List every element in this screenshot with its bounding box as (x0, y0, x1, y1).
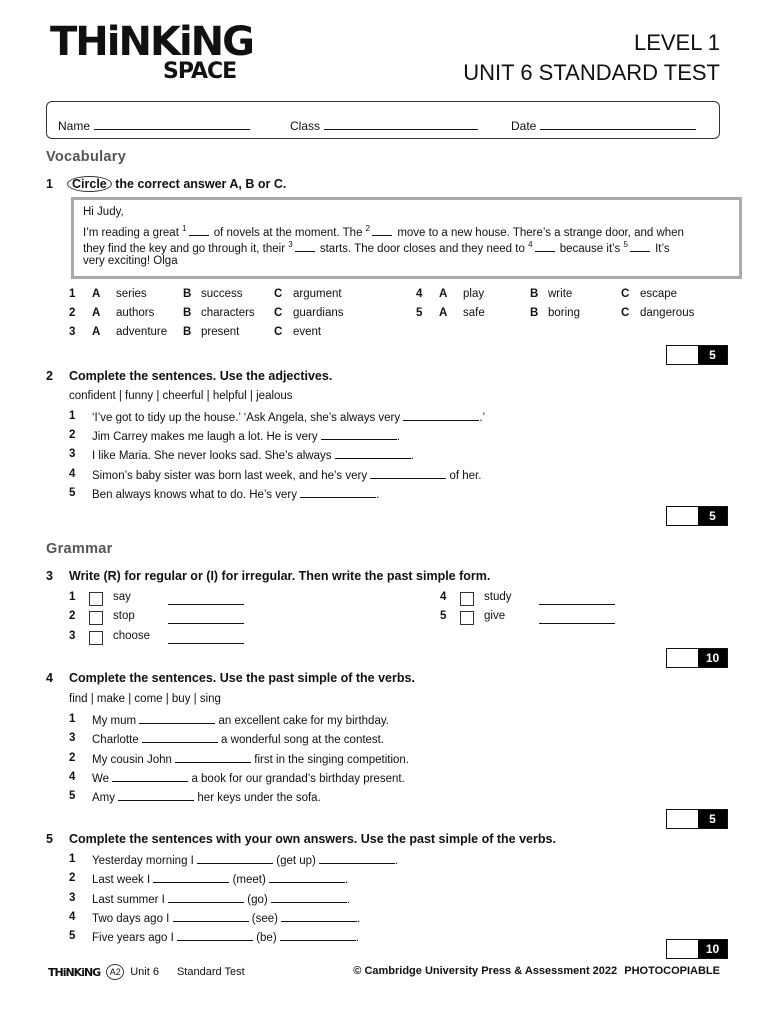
question-instruction: Complete the sentences. Use the adjectives. (69, 369, 333, 383)
gap[interactable] (372, 225, 392, 236)
option-letter: C (274, 326, 283, 338)
regular-irregular-checkbox[interactable] (460, 592, 474, 606)
item-number: 3 (69, 448, 76, 461)
item-number: 2 (69, 872, 76, 885)
question-instruction: Circle the correct answer A, B or C. (67, 177, 286, 191)
sentence-end: . (357, 912, 361, 925)
answer-blank[interactable] (281, 911, 357, 922)
date-line[interactable] (540, 118, 696, 130)
unit-title: UNIT 6 STANDARD TEST (463, 60, 720, 85)
regular-irregular-checkbox[interactable] (89, 631, 103, 645)
score-total: 5 (698, 346, 727, 364)
option-number: 4 (416, 288, 423, 300)
item-number: 2 (69, 429, 76, 442)
circle-word: Circle (67, 176, 112, 192)
item-number: 5 (69, 486, 76, 499)
verb-prompt: (see) (248, 912, 282, 925)
option-b[interactable]: present (201, 326, 240, 338)
section-title-vocabulary: Vocabulary (46, 149, 127, 165)
option-letter: C (621, 288, 630, 300)
score-box (666, 939, 728, 959)
option-letter: B (183, 288, 192, 300)
option-c[interactable]: dangerous (640, 307, 695, 319)
question-instruction: Complete the sentences. Use the past simple of the verbs. (69, 671, 415, 685)
question-number: 2 (46, 369, 53, 383)
item-number: 4 (69, 770, 76, 783)
option-letter: A (439, 307, 448, 319)
option-c[interactable]: guardians (293, 307, 344, 319)
gap[interactable] (189, 225, 209, 236)
item-sentence (92, 771, 405, 785)
option-letter: C (274, 307, 283, 319)
regular-irregular-checkbox[interactable] (89, 592, 103, 606)
item-number: 3 (69, 732, 76, 745)
item-number: 4 (440, 591, 447, 603)
section-title-grammar: Grammar (46, 541, 113, 557)
sentence-start: Charlotte (92, 734, 142, 747)
regular-irregular-checkbox[interactable] (460, 611, 474, 625)
answer-blank[interactable] (321, 429, 397, 440)
question-instruction: Write (R) for regular or (I) for irregular. Then write the past simple form. (69, 569, 491, 583)
item-sentence (92, 911, 360, 925)
sentence-end: . (355, 932, 360, 945)
item-sentence (92, 930, 359, 944)
item-number: 1 (69, 591, 76, 603)
name-label: Name (58, 119, 91, 133)
score-box (666, 345, 728, 365)
question-number: 3 (46, 569, 53, 583)
item-sentence (92, 853, 398, 867)
answer-blank[interactable] (280, 930, 356, 941)
verb-prompt: (get up) (273, 855, 320, 867)
sentence-end: first in the singing competition. (251, 753, 409, 766)
sentence-start: Jim Carrey makes me laugh a lot. He is very (92, 431, 321, 444)
sentence-end: . (395, 855, 399, 867)
option-a[interactable]: authors (116, 307, 155, 319)
score-box (666, 506, 728, 526)
answer-blank[interactable] (118, 790, 194, 801)
option-c[interactable]: escape (640, 288, 678, 300)
item-number: 3 (69, 630, 76, 642)
option-letter: A (92, 307, 101, 319)
class-label: Class (290, 119, 321, 133)
item-sentence (92, 410, 485, 424)
gap[interactable] (295, 241, 315, 252)
verb: say (113, 591, 131, 603)
answer-blank[interactable] (319, 853, 395, 864)
score-total: 10 (698, 940, 727, 958)
option-b[interactable]: write (548, 288, 573, 300)
option-letter: B (530, 288, 539, 300)
option-c[interactable]: event (293, 326, 322, 338)
option-letter: B (183, 307, 192, 319)
answer-blank[interactable] (153, 872, 229, 883)
answer-blank[interactable] (177, 930, 253, 941)
option-letter: A (92, 288, 101, 300)
answer-blank[interactable] (370, 468, 446, 479)
sentence-start: Five years ago I (92, 932, 178, 945)
sentence-start: ‘I’ve got to tidy up the house.’ ‘Ask Angela, she’s always very (92, 412, 404, 424)
sentence-end: a wonderful song at the contest. (217, 734, 385, 747)
word-bank: find | make | come | buy | sing (69, 693, 221, 705)
option-letter: A (92, 326, 101, 338)
sentence-start: We (92, 772, 113, 785)
letter-line: they find the key and go through it, their $^3$ starts. The door closes and they need to $^4$ because it’s $^5$ It’s (83, 240, 670, 255)
score-input[interactable] (667, 940, 698, 958)
option-a[interactable]: play (463, 288, 485, 300)
answer-blank[interactable] (168, 594, 244, 605)
option-number: 5 (416, 307, 423, 319)
sentence-start: Two days ago I (92, 912, 173, 925)
score-total: 5 (698, 810, 727, 828)
sentence-start: My cousin John (92, 753, 176, 766)
item-sentence (92, 448, 414, 462)
sentence-end: . (346, 893, 351, 906)
answer-blank[interactable] (173, 911, 249, 922)
item-sentence (92, 732, 384, 746)
item-number: 5 (69, 790, 76, 803)
score-input[interactable] (667, 649, 698, 667)
item-number: 5 (440, 610, 447, 622)
date-label: Date (511, 119, 537, 133)
answer-blank[interactable] (271, 892, 347, 903)
option-b[interactable]: characters (201, 307, 255, 319)
item-sentence (92, 872, 348, 886)
answer-blank[interactable] (539, 613, 615, 624)
option-a[interactable]: adventure (116, 326, 168, 338)
date-field[interactable] (511, 118, 696, 133)
item-number: 1 (69, 713, 76, 725)
gap[interactable] (630, 241, 650, 252)
footer-right (353, 965, 720, 977)
option-number: 1 (69, 288, 76, 300)
option-b[interactable]: success (201, 288, 243, 300)
option-letter: C (274, 288, 283, 300)
level-title: LEVEL 1 (633, 30, 720, 55)
sentence-end: of her. (446, 469, 482, 482)
option-letter: C (621, 307, 630, 319)
gap[interactable] (535, 241, 555, 252)
logo-subtitle: SPACE (163, 59, 237, 84)
name-field[interactable] (58, 118, 250, 133)
option-number: 3 (69, 326, 76, 338)
item-sentence (92, 468, 481, 482)
answer-blank[interactable] (168, 633, 244, 644)
answer-blank[interactable] (142, 732, 218, 743)
question-number: 1 (46, 177, 53, 191)
answer-blank[interactable] (175, 752, 251, 763)
option-a[interactable]: safe (463, 307, 485, 319)
sentence-start: Last summer I (92, 893, 169, 906)
item-number: 5 (69, 930, 76, 943)
answer-blank[interactable] (139, 713, 215, 724)
verb: study (484, 591, 512, 603)
item-sentence (92, 892, 350, 906)
item-sentence (92, 790, 321, 804)
answer-blank[interactable] (300, 487, 376, 498)
score-input[interactable] (667, 810, 698, 828)
footer-unit: Unit 6 (130, 966, 159, 978)
answer-blank[interactable] (539, 594, 615, 605)
option-b[interactable]: boring (548, 307, 580, 319)
item-number: 1 (69, 410, 76, 422)
question-number: 5 (46, 832, 53, 846)
verb-prompt: (go) (244, 893, 271, 906)
verb: choose (113, 630, 151, 642)
word-bank: confident | funny | cheerful | helpful | jealous (69, 390, 293, 402)
item-number: 1 (69, 853, 76, 865)
letter-greeting: Hi Judy, (83, 206, 124, 218)
footer-logo: THiNKiNG (48, 965, 101, 979)
sentence-end: an excellent cake for my birthday. (215, 715, 389, 727)
option-c[interactable]: argument (293, 288, 342, 300)
answer-blank[interactable] (269, 872, 345, 883)
verb: give (484, 610, 506, 622)
sentence-start: I like Maria. She never looks sad. She’s always (92, 450, 335, 463)
score-input[interactable] (667, 346, 698, 364)
sentence-end: .’ (479, 412, 486, 424)
item-sentence (92, 713, 389, 727)
item-number: 4 (69, 467, 76, 480)
option-letter: B (530, 307, 539, 319)
item-sentence (92, 429, 400, 443)
item-number: 2 (69, 610, 76, 622)
regular-irregular-checkbox[interactable] (89, 611, 103, 625)
question-number: 4 (46, 671, 53, 685)
copyright: © Cambridge University Press & Assessment 2022 (353, 965, 618, 977)
item-number: 3 (69, 891, 76, 904)
score-box (666, 648, 728, 668)
answer-blank[interactable] (335, 448, 411, 459)
score-total: 10 (698, 649, 727, 667)
sentence-end: . (410, 450, 414, 463)
class-line[interactable] (324, 118, 478, 130)
verb-prompt: (be) (253, 932, 280, 945)
score-input[interactable] (667, 507, 698, 525)
sentence-start: Ben always knows what to do. He’s very (92, 488, 301, 501)
option-number: 2 (69, 307, 76, 319)
answer-blank[interactable] (168, 892, 244, 903)
score-box (666, 809, 728, 829)
letter-line: I’m reading a great $^1$ of novels at the moment. The $^2$ move to a new house. There’s a strange door, and when (83, 224, 684, 239)
sentence-start: Yesterday morning I (92, 855, 198, 867)
answer-blank[interactable] (168, 613, 244, 624)
footer-left (48, 964, 245, 980)
option-letter: A (439, 288, 448, 300)
option-letter: B (183, 326, 192, 338)
photocopiable: PHOTOCOPIABLE (624, 965, 720, 977)
sentence-end: . (396, 431, 400, 444)
answer-blank[interactable] (112, 771, 188, 782)
sentence-start: Last week I (92, 874, 154, 887)
level-badge: A2 (106, 964, 124, 980)
sentence-start: Amy (92, 792, 119, 805)
sentence-end: . (345, 874, 349, 887)
verb: stop (113, 610, 135, 622)
name-line[interactable] (94, 118, 250, 130)
option-a[interactable]: series (116, 288, 147, 300)
answer-blank[interactable] (197, 853, 273, 864)
item-sentence (92, 487, 379, 501)
item-number: 4 (69, 910, 76, 923)
sentence-end: her keys under the sofa. (194, 792, 321, 805)
item-sentence (92, 752, 409, 766)
sentence-start: Simon’s baby sister was born last week, and he’s very (92, 469, 371, 482)
question-instruction: Complete the sentences with your own answers. Use the past simple of the verbs. (69, 832, 556, 846)
sentence-end: . (376, 488, 380, 501)
answer-blank[interactable] (403, 410, 479, 421)
class-field[interactable] (290, 118, 478, 133)
verb-prompt: (meet) (229, 874, 269, 887)
score-total: 5 (698, 507, 727, 525)
sentence-end: a book for our grandad’s birthday present. (188, 772, 405, 785)
item-number: 2 (69, 751, 76, 764)
letter-signoff: very exciting! Olga (83, 255, 178, 267)
logo: THiNKiNG (50, 19, 253, 65)
sentence-start: My mum (92, 715, 140, 727)
footer-test: Standard Test (176, 966, 245, 978)
